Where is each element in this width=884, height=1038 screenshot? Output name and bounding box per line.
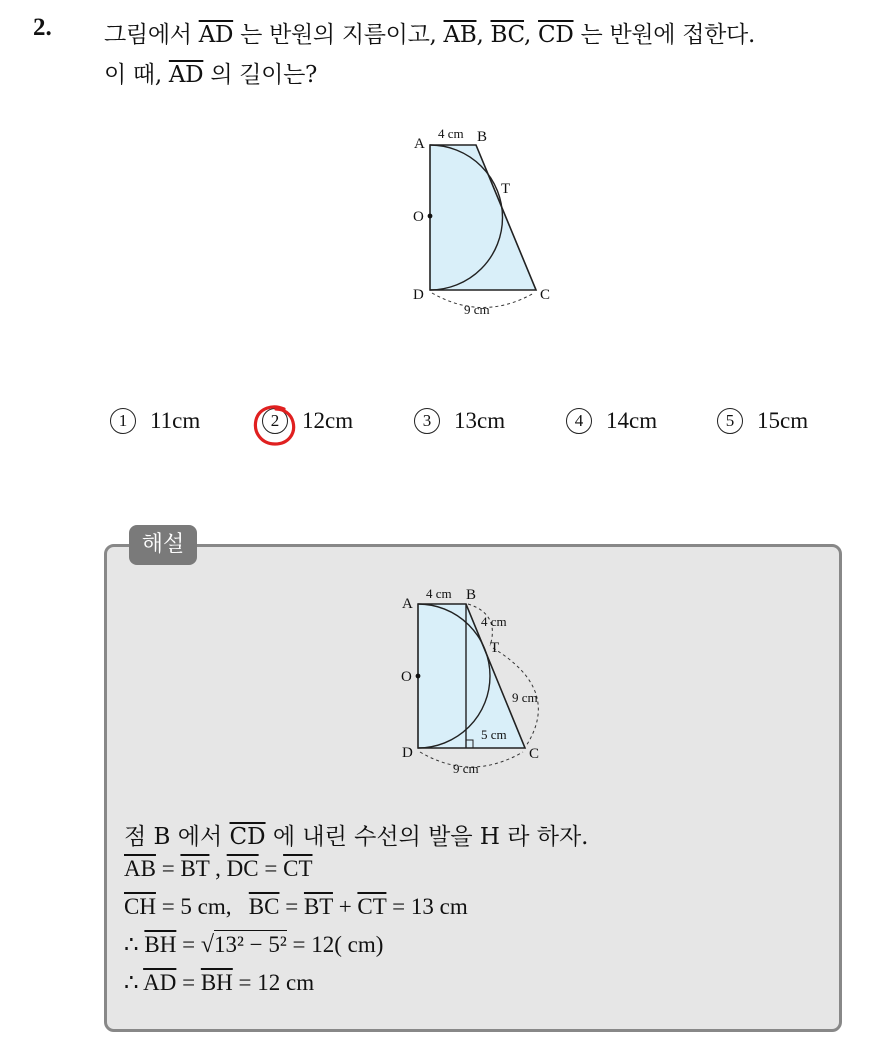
- s-op: =: [176, 932, 201, 957]
- s-op: = 5 cm,: [155, 894, 249, 919]
- question-number: 2.: [33, 14, 52, 41]
- choice-1[interactable]: [110, 408, 200, 434]
- segment-cd: $\overline{CD}$: [538, 22, 574, 48]
- choice-number: 5: [717, 408, 743, 434]
- label-c: C: [540, 287, 551, 303]
- therefore-symbol: ∴: [124, 970, 144, 995]
- choice-text: 11cm: [150, 408, 201, 433]
- label-len-dc: 9 cm: [453, 761, 479, 776]
- q-text: 는 반원의 지름이고,: [233, 22, 444, 48]
- label-len-ab: 4 cm: [426, 586, 452, 601]
- label-len-hc: 5 cm: [481, 727, 507, 742]
- s-op: = 12( cm): [286, 932, 384, 957]
- segment-ab: $\overline{AB}$: [124, 856, 156, 881]
- label-len-ab: 4 cm: [438, 126, 464, 141]
- solution-line-1: [124, 818, 589, 851]
- segment-ad: $\overline{AD}$: [198, 22, 234, 48]
- q-text: 는 반원에 접한다.: [573, 22, 755, 48]
- label-len-tc: 9 cm: [512, 690, 538, 705]
- label-t: T: [501, 181, 511, 197]
- trapezoid-fill: [418, 604, 525, 748]
- segment-bc: $\overline{BC}$: [248, 894, 280, 919]
- solution-line-4: [124, 932, 383, 959]
- choice-number: 4: [566, 408, 592, 434]
- s-text: 점 B 에서: [124, 824, 230, 850]
- segment-cd: $\overline{CD}$: [229, 824, 266, 850]
- solution-line-5: [124, 970, 314, 996]
- s-op: = 12 cm: [232, 970, 315, 995]
- segment-ab: $\overline{AB}$: [443, 22, 477, 48]
- choice-number: 3: [414, 408, 440, 434]
- label-b: B: [477, 129, 488, 145]
- answer-mark-icon: [251, 403, 301, 451]
- segment-bh: $\overline{BH}$: [200, 970, 233, 995]
- segment-dc: $\overline{DC}$: [226, 856, 259, 881]
- figure-trapezoid: [400, 120, 570, 320]
- segment-ch: $\overline{CH}$: [124, 894, 156, 919]
- label-o: O: [413, 209, 424, 225]
- q-sep: ,: [476, 22, 491, 48]
- solution-line-3: [124, 894, 468, 920]
- segment-bc: $\overline{BC}$: [490, 22, 525, 48]
- solution-tag: 해설: [129, 525, 197, 565]
- choice-number: 1: [110, 408, 136, 434]
- therefore-symbol: ∴: [124, 932, 145, 957]
- label-d: D: [413, 287, 424, 303]
- center-dot: [428, 214, 433, 219]
- segment-ct: $\overline{CT}$: [357, 894, 387, 919]
- label-b: B: [466, 587, 477, 603]
- q-sep: ,: [524, 22, 539, 48]
- segment-bt: $\overline{BT}$: [303, 894, 333, 919]
- segment-ct: $\overline{CT}$: [283, 856, 313, 881]
- choice-text: 15cm: [757, 408, 809, 433]
- solution-figure: [395, 580, 560, 780]
- label-a: A: [414, 136, 425, 152]
- center-dot: [416, 674, 421, 679]
- label-len-bt: 4 cm: [481, 614, 507, 629]
- label-len-dc: 9 cm: [464, 302, 490, 317]
- s-op: ,: [209, 856, 227, 881]
- question-line-1: [104, 16, 755, 49]
- label-c: C: [529, 746, 540, 762]
- label-t: T: [490, 640, 500, 656]
- segment-bh: $\overline{BH}$: [144, 932, 177, 957]
- segment-ad: $\overline{AD}$: [168, 62, 204, 88]
- label-a: A: [402, 596, 413, 612]
- choice-3[interactable]: [414, 408, 505, 434]
- segment-bt: $\overline{BT}$: [180, 856, 210, 881]
- choice-4[interactable]: [566, 408, 657, 434]
- choice-number: 2: [262, 408, 288, 434]
- s-op: =: [176, 970, 201, 995]
- s-op: =: [155, 856, 181, 881]
- s-op: +: [332, 894, 358, 919]
- label-o: O: [401, 669, 412, 685]
- radicand: 13² − 5²: [214, 932, 287, 957]
- choice-text: 14cm: [606, 408, 658, 433]
- solution-line-2: [124, 856, 313, 882]
- q-text: 이 때,: [104, 62, 169, 88]
- choice-text: 12cm: [302, 408, 354, 433]
- choice-text: 13cm: [454, 408, 506, 433]
- radical-sign: √: [200, 932, 214, 958]
- s-text: 에 내린 수선의 발을 H 라 하자.: [265, 824, 589, 850]
- question-line-2: [104, 56, 317, 89]
- trapezoid-fill: [430, 145, 536, 290]
- q-text: 의 길이는?: [203, 62, 318, 88]
- choice-5[interactable]: [717, 408, 808, 434]
- s-op: = 13 cm: [386, 894, 468, 919]
- segment-ad: $\overline{AD}$: [143, 970, 177, 995]
- s-op: =: [258, 856, 284, 881]
- q-text: 그림에서: [104, 22, 199, 48]
- label-d: D: [402, 745, 413, 761]
- s-op: =: [279, 894, 304, 919]
